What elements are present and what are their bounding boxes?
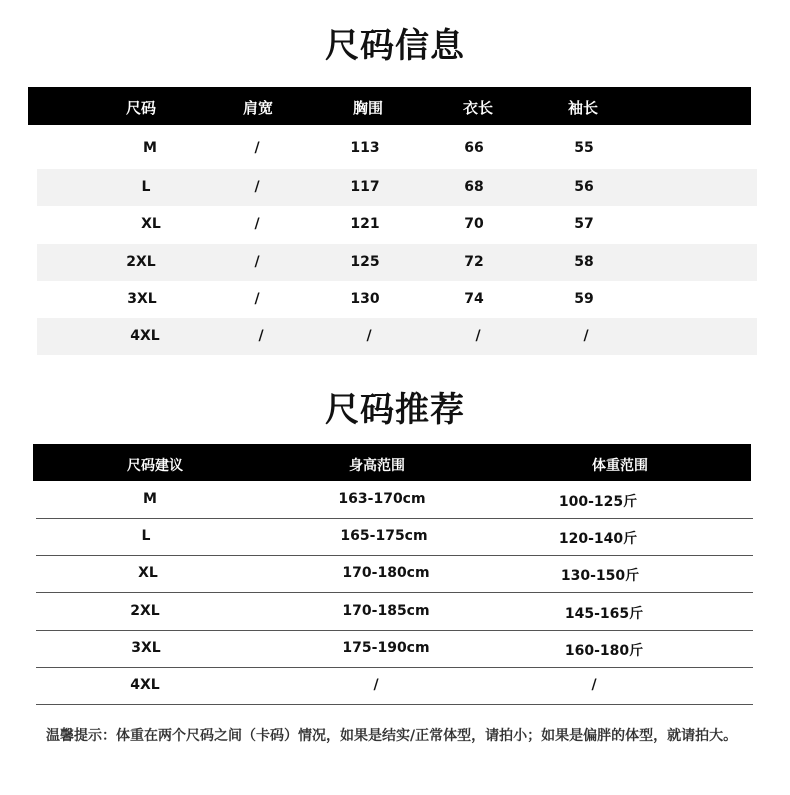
table-row	[37, 244, 757, 281]
cell-shoulder: /	[254, 254, 260, 270]
cell-height: 170-185cm	[342, 603, 430, 619]
cell-length: 66	[464, 140, 484, 156]
cell-size: 4XL	[130, 677, 160, 693]
size-tip-note: 温馨提示：体重在两个尺码之间（卡码）情况，如果是结实/正常体型，请拍小；如果是偏胖的体型，就请拍大。	[46, 728, 738, 744]
cell-chest: /	[366, 328, 372, 344]
size-recommend-title: 尺码推荐	[325, 390, 465, 430]
cell-chest: 121	[350, 216, 380, 232]
cell-size: 3XL	[127, 291, 157, 307]
cell-weight: 100-125斤	[558, 494, 638, 510]
header-shoulder: 肩宽	[242, 99, 273, 117]
cell-sleeve: 57	[574, 216, 594, 232]
cell-size: 4XL	[130, 328, 160, 344]
header-weight-range: 体重范围	[592, 458, 648, 474]
cell-length: /	[475, 328, 481, 344]
cell-weight: 145-165斤	[564, 606, 644, 622]
cell-chest: 130	[350, 291, 380, 307]
header-chest: 胸围	[352, 99, 383, 117]
table-row	[36, 593, 753, 631]
header-length: 衣长	[462, 99, 493, 117]
cell-size: XL	[138, 565, 158, 581]
cell-shoulder: /	[254, 291, 260, 307]
table-row	[36, 555, 753, 593]
cell-weight: 120-140斤	[558, 531, 638, 547]
cell-size: M	[143, 491, 157, 507]
cell-sleeve: 58	[574, 254, 594, 270]
table-row	[37, 318, 757, 355]
cell-shoulder: /	[258, 328, 264, 344]
table-row	[36, 518, 753, 556]
cell-length: 72	[464, 254, 484, 270]
cell-chest: 125	[350, 254, 380, 270]
cell-size: XL	[141, 216, 161, 232]
cell-sleeve: 59	[574, 291, 594, 307]
cell-length: 68	[464, 179, 484, 195]
cell-sleeve: /	[583, 328, 589, 344]
header-height-range: 身高范围	[349, 458, 405, 474]
cell-shoulder: /	[254, 216, 260, 232]
cell-length: 70	[464, 216, 484, 232]
table-row	[36, 481, 753, 519]
table-row	[37, 169, 757, 206]
cell-height: 163-170cm	[338, 491, 426, 507]
cell-weight: 160-180斤	[564, 643, 644, 659]
cell-weight: 130-150斤	[560, 568, 640, 584]
cell-size: 3XL	[131, 640, 161, 656]
cell-chest: 117	[350, 179, 380, 195]
header-size: 尺码	[125, 99, 156, 117]
size-recommend-header	[33, 444, 751, 481]
cell-chest: 113	[350, 140, 380, 156]
cell-shoulder: /	[254, 140, 260, 156]
cell-sleeve: 56	[574, 179, 594, 195]
cell-size: L	[141, 528, 151, 544]
table-row	[36, 630, 753, 668]
size-info-header	[28, 87, 751, 125]
cell-weight: /	[591, 677, 597, 693]
cell-height: 170-180cm	[342, 565, 430, 581]
header-size-advice: 尺码建议	[127, 458, 183, 474]
cell-shoulder: /	[254, 179, 260, 195]
cell-sleeve: 55	[574, 140, 594, 156]
cell-size: 2XL	[130, 603, 160, 619]
table-row	[36, 667, 753, 705]
header-sleeve: 袖长	[567, 99, 598, 117]
table-row	[37, 130, 757, 167]
size-info-title: 尺码信息	[325, 26, 465, 66]
cell-height: /	[373, 677, 379, 693]
cell-size: M	[143, 140, 157, 156]
table-row	[37, 281, 757, 318]
cell-length: 74	[464, 291, 484, 307]
cell-size: 2XL	[126, 254, 156, 270]
cell-height: 175-190cm	[342, 640, 430, 656]
cell-height: 165-175cm	[340, 528, 428, 544]
cell-size: L	[141, 179, 151, 195]
table-row	[37, 206, 757, 243]
